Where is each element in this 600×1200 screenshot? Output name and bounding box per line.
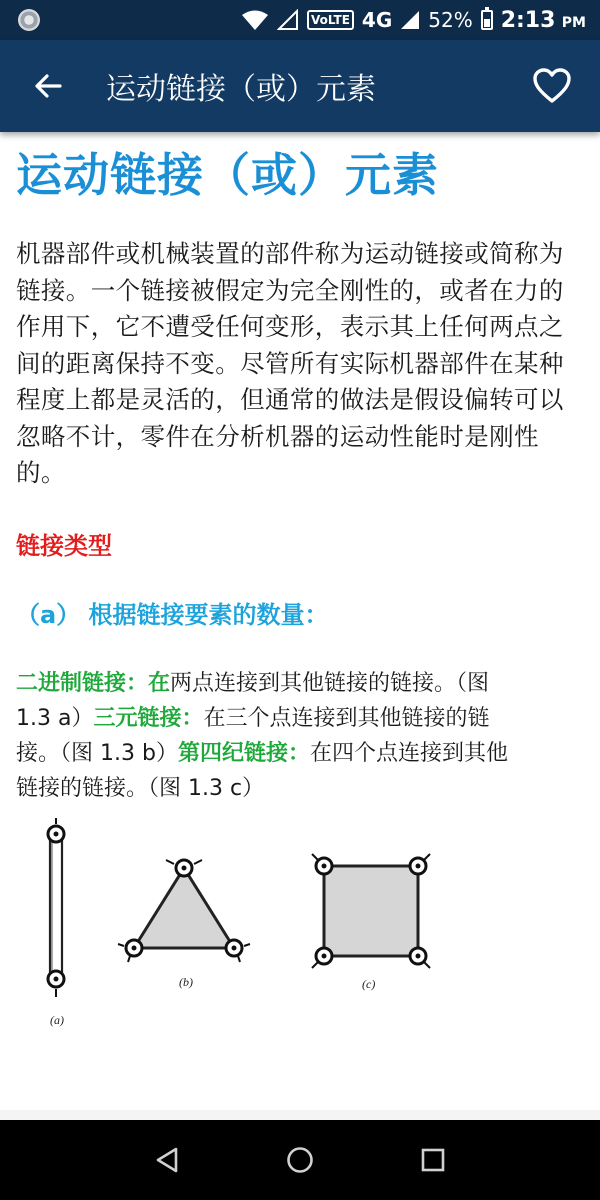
- signal-empty-icon: [277, 9, 299, 31]
- ternary-link-label: 三元链接：: [93, 705, 204, 731]
- figure-label-b: (b): [179, 975, 193, 989]
- status-bar: [0, 0, 600, 40]
- intro-paragraph: 机器部件或机械装置的部件称为运动链接或简称为链接。一个链接被假定为完全刚性的，或者在力的作用下，它不遭受任何变形，表示其上任何两点之间的距离保持不变。尽管所有实际机器部件在某种程度上都是灵活的，但通常的做法是假设偏转可以忽略不计，零件在分析机器的运动性能时是刚性的。: [16, 239, 564, 487]
- square-recents-icon: [420, 1147, 446, 1173]
- status-left: [18, 9, 241, 31]
- nav-back-button[interactable]: [137, 1130, 197, 1190]
- clock-time: 2:13: [500, 7, 556, 33]
- pin-joint-icon: [118, 940, 142, 962]
- nav-recents-button[interactable]: [403, 1130, 463, 1190]
- binary-link-drawing: [48, 818, 64, 1027]
- pin-joint-icon: [226, 940, 250, 962]
- binary-link-label: 二进制链接：在: [16, 670, 171, 696]
- ternary-link-drawing: [118, 860, 250, 989]
- quaternary-link-drawing: [312, 854, 430, 991]
- back-button[interactable]: [20, 58, 76, 114]
- circle-home-icon: [285, 1145, 315, 1175]
- status-right: [241, 8, 586, 33]
- app-bar: [0, 40, 600, 132]
- figure-label-a: (a): [50, 1013, 64, 1027]
- link-types-paragraph: [16, 666, 516, 806]
- app-bar-title: 运动链接（或）元素: [106, 72, 376, 107]
- wifi-icon: [241, 9, 269, 31]
- link-types-figure: [16, 812, 446, 1042]
- sub-heading: （a） 根据链接要素的数量：: [16, 600, 329, 629]
- quaternary-link-label: 第四纪链接：: [177, 740, 310, 766]
- system-nav-bar: [0, 1120, 600, 1200]
- volte-badge: VoLTE: [307, 10, 354, 30]
- binary-link-text: 两点连接到其他链接的链接。（图1.3 a）: [16, 670, 490, 731]
- pin-joint-icon: [312, 948, 332, 968]
- pin-joint-icon: [410, 948, 430, 968]
- ternary-link-text: 在三个点连接到其他链接的链接。（图 1.3 b）: [16, 705, 490, 766]
- nav-home-button[interactable]: [270, 1130, 330, 1190]
- figure-label-c: (c): [362, 977, 376, 991]
- section-heading: 链接类型: [16, 531, 112, 560]
- pin-joint-icon: [312, 854, 332, 874]
- battery-percent: 52%: [428, 8, 473, 32]
- network-type: 4G: [361, 8, 393, 32]
- pin-joint-icon: [166, 860, 202, 876]
- notification-icon: [18, 9, 40, 31]
- battery-icon: [481, 10, 493, 30]
- quaternary-link-text: 在四个点连接到其他链接的链接。（图 1.3 c）: [16, 740, 508, 801]
- content-bottom-edge: [0, 1110, 600, 1120]
- pin-joint-icon: [48, 818, 64, 842]
- article-content: [16, 138, 588, 806]
- page-title: 运动链接（或）元素: [16, 148, 439, 202]
- triangle-back-icon: [154, 1146, 180, 1174]
- signal-icon: [400, 10, 420, 30]
- clock-ampm: PM: [561, 14, 586, 31]
- arrow-left-icon: [32, 70, 64, 102]
- pin-joint-icon: [410, 854, 430, 874]
- heart-outline-icon: [533, 68, 571, 104]
- favorite-button[interactable]: [524, 58, 580, 114]
- pin-joint-icon: [48, 971, 64, 997]
